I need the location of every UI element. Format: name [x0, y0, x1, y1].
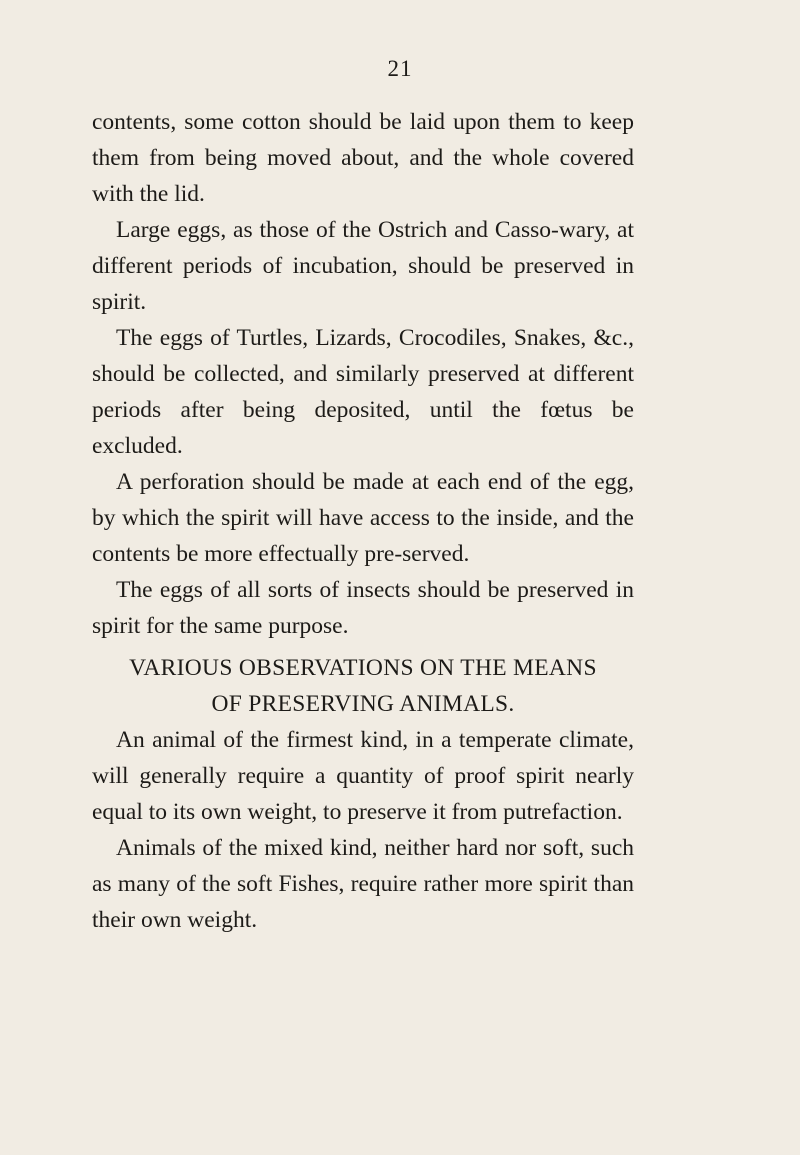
paragraph-reptile-eggs: The eggs of Turtles, Lizards, Crocodiles, Snakes, &c., should be collected, and similarly preserved at different periods after being deposited, until the fœtus be excluded. — [92, 325, 634, 459]
paragraph-mixed-animals: Animals of the mixed kind, neither hard nor soft, such as many of the soft Fishes, require rather more spirit than their own weight. — [92, 835, 634, 933]
paragraph-contents-continued: contents, some cotton should be laid upon them to keep them from being moved about, and the whole covered with the lid. — [92, 109, 634, 207]
paragraph-large-eggs: Large eggs, as those of the Ostrich and Casso-wary, at different periods of incubation, should be preserved in spirit. — [92, 217, 634, 315]
section-heading-line-2: OF PRESERVING ANIMALS. — [211, 691, 515, 717]
section-heading — [92, 650, 634, 722]
paragraph-firm-animal: An animal of the firmest kind, in a temperate climate, will generally require a quantity of proof spirit nearly equal to its own weight, to preserve it from putrefaction. — [92, 727, 634, 825]
lower-text-block — [92, 722, 634, 938]
upper-text-block — [92, 104, 634, 644]
paragraph-perforation: A perforation should be made at each end of the egg, by which the spirit will have access to the inside, and the contents be more effectually pre-served. — [92, 469, 634, 567]
page-number: 21 — [387, 56, 413, 81]
section-heading-line-1: VARIOUS OBSERVATIONS ON THE MEANS — [129, 655, 597, 681]
paragraph-insect-eggs: The eggs of all sorts of insects should be preserved in spirit for the same purpose. — [92, 577, 634, 639]
